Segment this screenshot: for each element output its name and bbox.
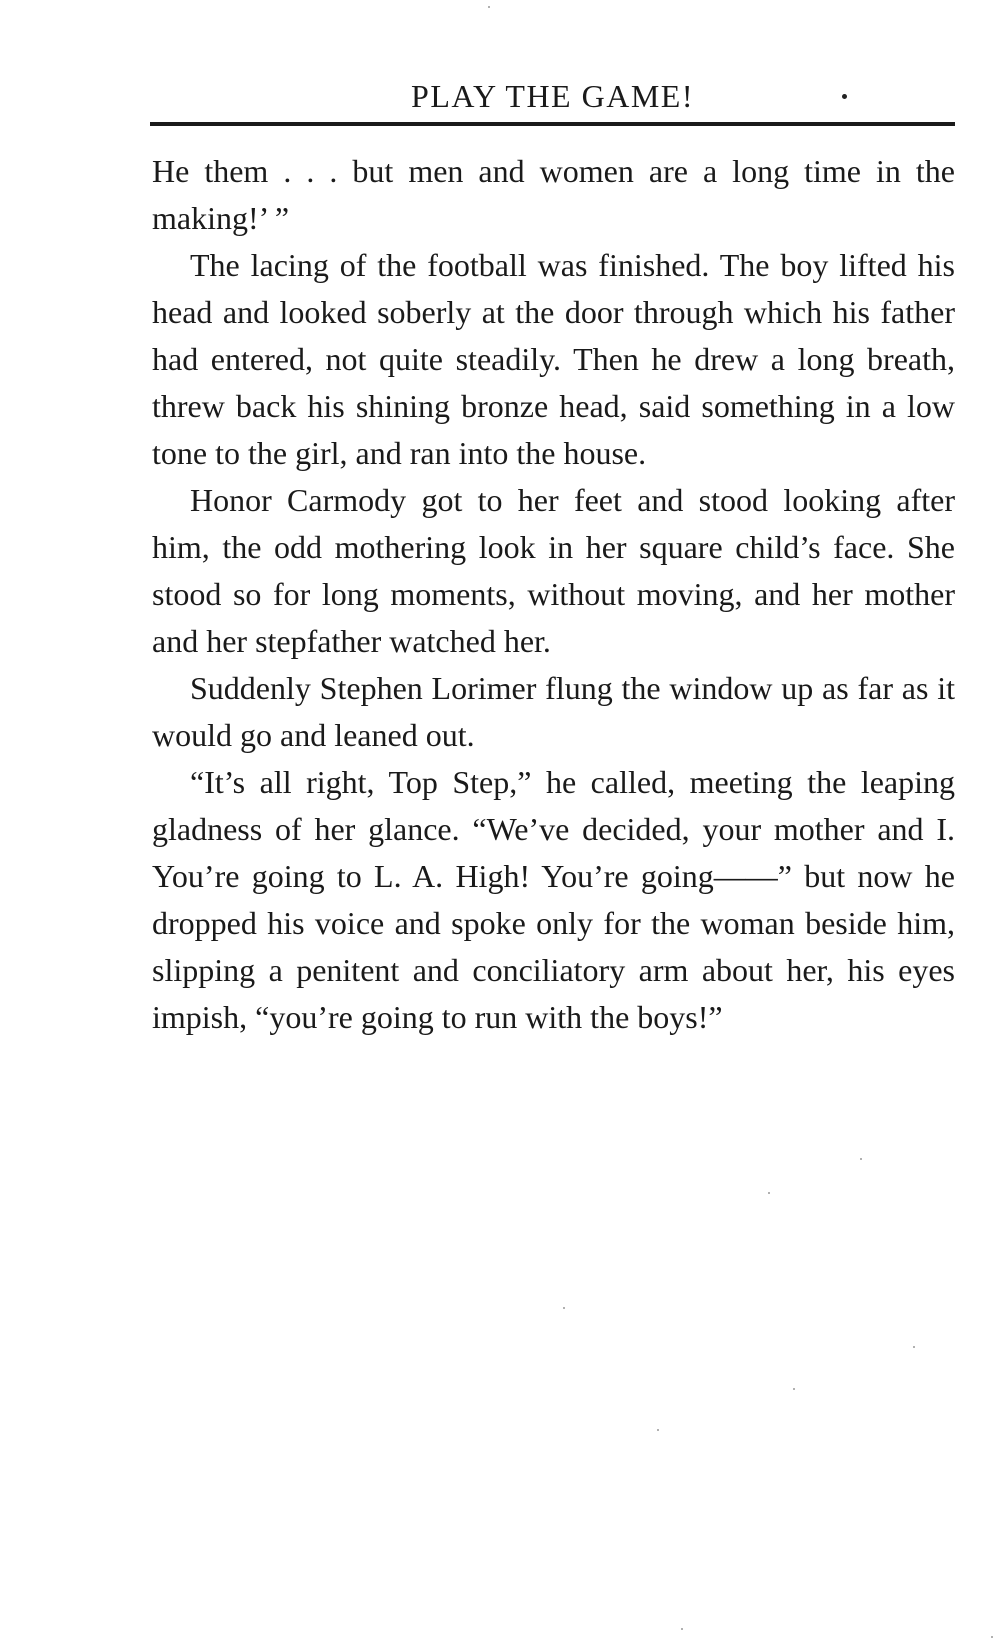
paper-speck [657, 1429, 659, 1431]
body-text [152, 148, 955, 1041]
paper-speck [768, 1192, 770, 1194]
paper-speck [793, 1388, 795, 1390]
running-title: PLAY THE GAME! [411, 78, 694, 114]
paper-speck [488, 6, 490, 8]
running-header [150, 74, 955, 118]
paper-speck [681, 1628, 683, 1630]
paragraph-football-lacing: The lacing of the football was finished. The boy lifted his head and looked soberly at the door through which his father had entered, not quite steadily. Then he drew a long breath, threw back his shining bronze head, said something in a low tone to the girl, and ran into the house. [152, 247, 955, 471]
paragraph-top-step: “It’s all right, Top Step,” he called, meeting the leaping gladness of her glance. “We’ve decided, your mother and I. You’re going to L. A. High! You’re going——” but now he dropped his voice and spoke only for the woman beside him, slipping a penitent and conciliatory arm about her, his eyes impish, “you’re going to run with the boys!” [152, 764, 955, 1035]
paper-speck [913, 1346, 915, 1348]
paragraph-honor-carmody: Honor Carmody got to her feet and stood looking after him, the odd mothering look in her square child’s face. She stood so for long moments, without moving, and her mother and her stepfather watched her. [152, 482, 955, 659]
paper-speck [860, 1158, 862, 1160]
paragraph-continuation: He them . . . but men and women are a long time in the making!’ ” [152, 153, 955, 236]
paragraph-stephen-lorimer: Suddenly Stephen Lorimer flung the window up as far as it would go and leaned out. [152, 670, 955, 753]
printer-mark-dot [842, 94, 847, 99]
paper-speck [563, 1307, 565, 1309]
header-rule [150, 122, 955, 126]
